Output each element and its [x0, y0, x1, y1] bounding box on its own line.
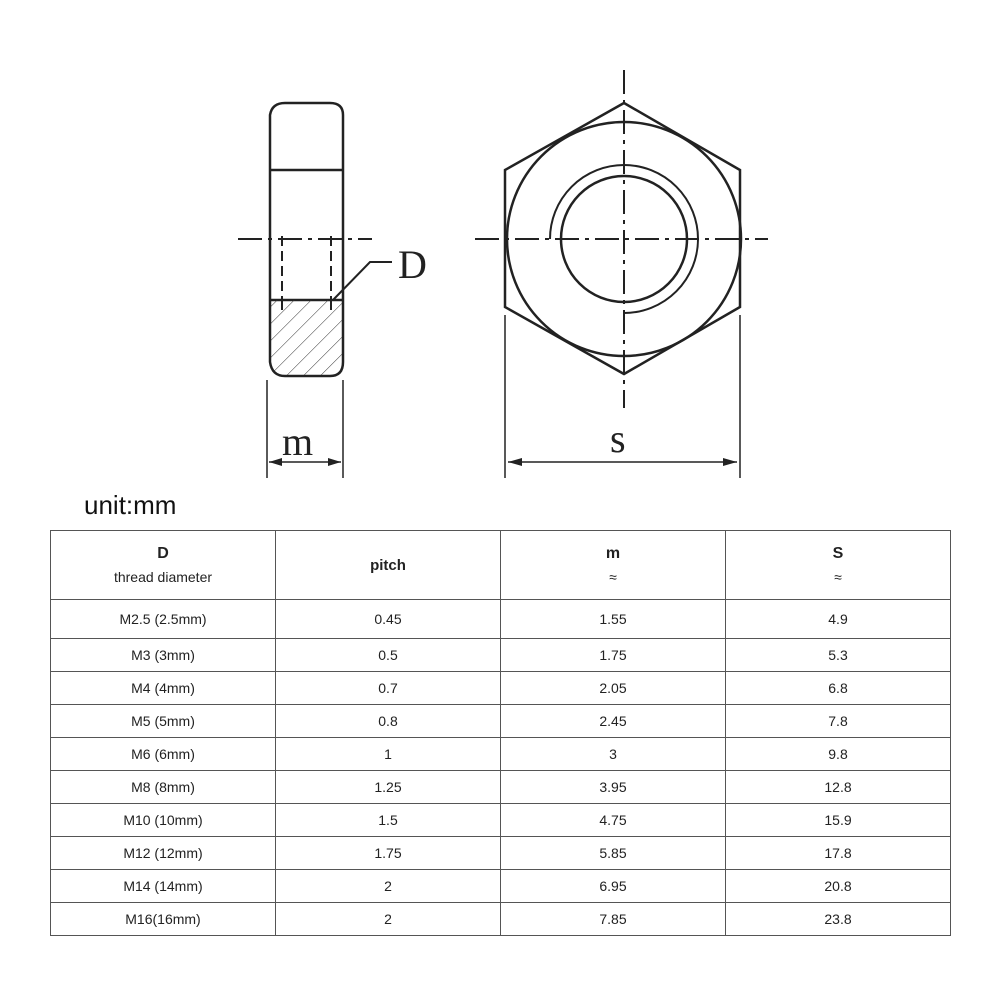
cell-s: 7.8: [726, 705, 951, 738]
cell-thread: M16(16mm): [51, 903, 276, 936]
cell-thread: M6 (6mm): [51, 738, 276, 771]
label-D: D: [398, 242, 427, 287]
cell-thread: M14 (14mm): [51, 870, 276, 903]
table-row: [51, 771, 951, 804]
spec-table: [50, 530, 951, 936]
cell-pitch: 1.75: [276, 837, 501, 870]
table-row: [51, 804, 951, 837]
cell-thread: M4 (4mm): [51, 672, 276, 705]
cell-thread: M5 (5mm): [51, 705, 276, 738]
header-d: [51, 531, 276, 600]
cell-m: 7.85: [501, 903, 726, 936]
table-body: [51, 600, 951, 936]
table-row: [51, 672, 951, 705]
cell-m: 2.05: [501, 672, 726, 705]
header-pitch-main: pitch: [370, 556, 406, 574]
cell-s: 6.8: [726, 672, 951, 705]
unit-label: unit:mm: [84, 490, 177, 520]
cell-s: 23.8: [726, 903, 951, 936]
cell-pitch: 2: [276, 870, 501, 903]
label-s: s: [610, 416, 626, 461]
cell-thread: M3 (3mm): [51, 639, 276, 672]
cell-m: 1.55: [501, 600, 726, 639]
header-s: [726, 531, 951, 600]
table-row: [51, 903, 951, 936]
table-header-row: [51, 531, 951, 600]
table-row: [51, 600, 951, 639]
header-d-main: D: [157, 545, 169, 562]
table-row: [51, 870, 951, 903]
cell-thread: M8 (8mm): [51, 771, 276, 804]
header-s-sub: ≈: [834, 569, 842, 585]
cell-s: 20.8: [726, 870, 951, 903]
nut-side-view: [238, 103, 392, 478]
table-row: [51, 837, 951, 870]
cell-s: 12.8: [726, 771, 951, 804]
cell-pitch: 0.8: [276, 705, 501, 738]
cell-pitch: 0.45: [276, 600, 501, 639]
cell-thread: M12 (12mm): [51, 837, 276, 870]
header-m-main: m: [605, 545, 621, 562]
label-m: m: [282, 419, 314, 464]
header-m-sub: ≈: [609, 569, 617, 585]
cell-m: 2.45: [501, 705, 726, 738]
header-d-sub: thread diameter: [113, 569, 213, 585]
cell-pitch: 0.7: [276, 672, 501, 705]
cell-pitch: 1.5: [276, 804, 501, 837]
table-row: [51, 738, 951, 771]
cell-s: 5.3: [726, 639, 951, 672]
table-row: [51, 639, 951, 672]
cell-m: 3: [501, 738, 726, 771]
header-s-main: S: [832, 545, 844, 562]
cell-s: 17.8: [726, 837, 951, 870]
cell-m: 1.75: [501, 639, 726, 672]
cell-thread: M2.5 (2.5mm): [51, 600, 276, 639]
cell-pitch: 1: [276, 738, 501, 771]
cell-thread: M10 (10mm): [51, 804, 276, 837]
cell-s: 9.8: [726, 738, 951, 771]
cell-pitch: 0.5: [276, 639, 501, 672]
cell-s: 4.9: [726, 600, 951, 639]
cell-s: 15.9: [726, 804, 951, 837]
header-pitch: [276, 531, 501, 600]
cell-m: 5.85: [501, 837, 726, 870]
cell-pitch: 2: [276, 903, 501, 936]
cell-m: 3.95: [501, 771, 726, 804]
cell-m: 6.95: [501, 870, 726, 903]
table-row: [51, 705, 951, 738]
cell-m: 4.75: [501, 804, 726, 837]
cell-pitch: 1.25: [276, 771, 501, 804]
header-m: [501, 531, 726, 600]
